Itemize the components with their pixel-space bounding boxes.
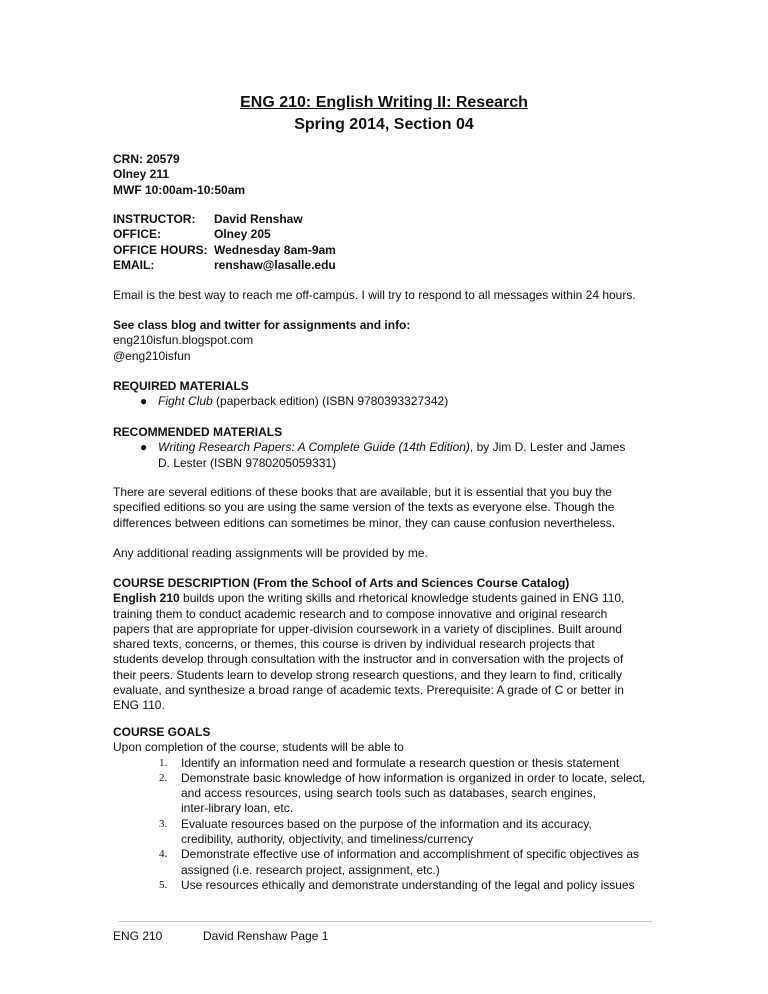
footer-page: David Renshaw Page 1 [203, 929, 329, 943]
page-subtitle: Spring 2014, Section 04 [294, 116, 474, 133]
recommended-item: ● Writing Research Papers: A Complete Guide (14th Edition), by Jim D. Lester and James D. Lester (ISBN 9780205059331) [140, 440, 626, 470]
blog-section [113, 318, 653, 364]
additional-note: Any additional reading assignments will be provided by me. [113, 546, 428, 560]
list-item: 5. Use resources ethically and demonstrate understanding of the legal and policy issues [159, 877, 635, 892]
list-item: 2. Demonstrate basic knowledge of how information is organized in order to locate, select, and access resources, using search tools such as databases, search engines, inter-library loan, etc. [159, 770, 646, 816]
bullet-icon: ● [140, 394, 148, 409]
course-goals [113, 725, 673, 893]
twitter-handle: @eng210isfun [113, 348, 191, 363]
email-note: Email is the best way to reach me off-campus. I will try to respond to all messages within 24 hours. [113, 288, 636, 302]
required-item: ● Fight Club (paperback edition) (ISBN 9780393327342) [140, 394, 449, 409]
blog-url: eng210isfun.blogspot.com [113, 333, 254, 348]
list-item: 1. Identify an information need and formulate a research question or thesis statement [159, 755, 620, 770]
list-item: 4. Demonstrate effective use of information and accomplishment of specific objectives as assigned (i.e. research project, assignment, etc.) [159, 847, 640, 877]
instructor-row: INSTRUCTOR: David Renshaw [113, 212, 303, 226]
bullet-icon: ● [140, 440, 148, 455]
recommended-materials [113, 425, 653, 471]
page-footer [113, 929, 329, 943]
goals-intro: Upon completion of the course, students will be able to [113, 740, 404, 755]
required-heading: REQUIRED MATERIALS [113, 379, 249, 393]
course-info [113, 152, 653, 198]
editions-note: There are several editions of these books that are available, but it is essential that you buy the specified editions so you are using the same version of the texts as everyone else. Though the differences between editions can sometimes be minor, they can cause confusion nevertheless. [113, 485, 616, 530]
description-heading: COURSE DESCRIPTION (From the School of Arts and Sciences Course Catalog) [113, 576, 570, 590]
footer-divider [118, 921, 652, 922]
office-hours-row: OFFICE HOURS: Wednesday 8am-9am [113, 242, 336, 257]
goals-heading: COURSE GOALS [113, 725, 211, 739]
course-description: COURSE DESCRIPTION (From the School of Arts and Sciences Course Catalog) English 210 builds upon the writing skills and rhetorical knowledge students gained in ENG 110, training them to conduct academic research and to compose innovative and original research papers that are appropriate for upper-division coursework in a variety of disciplines. Built around shared texts, concerns, or themes, this course is driven by individual research projects that students develop through consultation with the instructor and in conversation with the projects of their peers. Students learn to develop strong research questions, and they learn to find, critically evaluate, and synthesize a broad range of academic texts. Prerequisite: A grade of C or better in ENG 110. [113, 576, 673, 714]
list-item: 3. Evaluate resources based on the purpose of the information and its accuracy, credibility, authority, objectivity, and timeliness/currency [159, 816, 592, 847]
footer-course: ENG 210 [113, 929, 163, 943]
blog-heading: See class blog and twitter for assignments and info: [113, 318, 411, 332]
email-row: EMAIL: renshaw@lasalle.edu [113, 257, 336, 272]
room: Olney 211 [113, 167, 170, 182]
page-title: ENG 210: English Writing II: Research [240, 94, 528, 111]
schedule: MWF 10:00am-10:50am [113, 182, 246, 197]
goals-list [113, 756, 673, 894]
required-materials [113, 379, 653, 410]
crn: CRN: 20579 [113, 152, 180, 166]
instructor-info [113, 212, 653, 273]
recommended-heading: RECOMMENDED MATERIALS [113, 425, 283, 439]
office-row: OFFICE: Olney 205 [113, 227, 271, 242]
